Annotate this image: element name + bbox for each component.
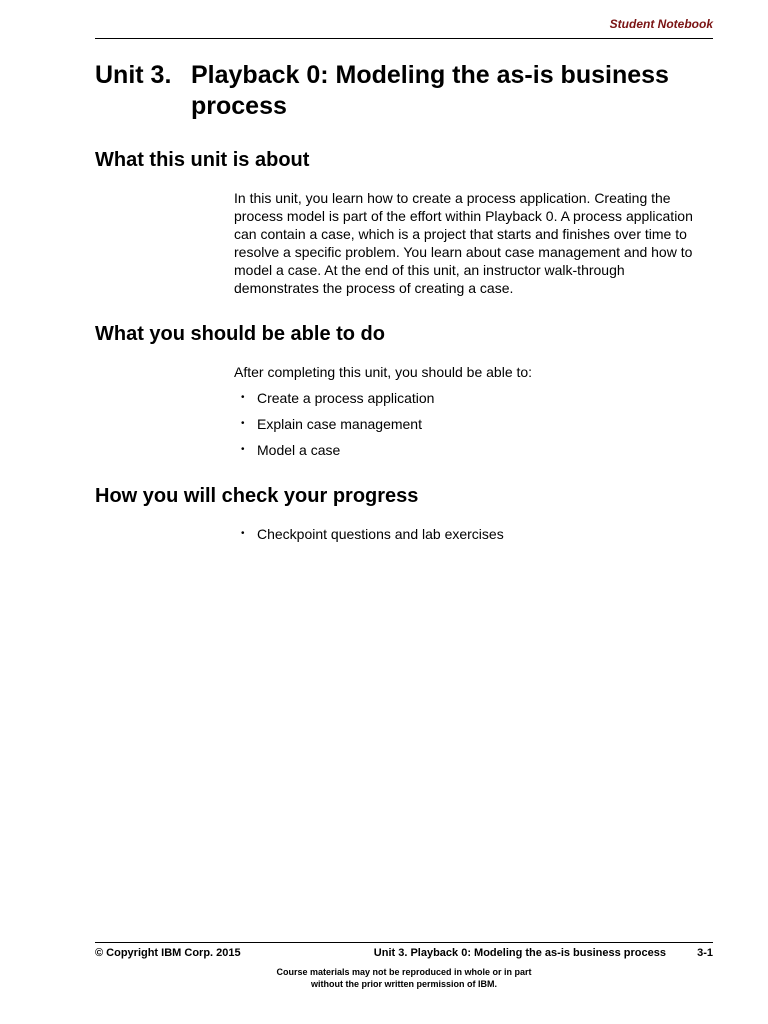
section-heading-about: What this unit is about: [95, 149, 310, 171]
list-item: [234, 441, 709, 459]
list-item: [234, 389, 709, 407]
section-heading-objectives: What you should be able to do: [95, 323, 385, 345]
footer-notice-line: Course materials may not be reproduced in whole or in part: [276, 967, 532, 977]
footer-rule: [95, 942, 713, 943]
bullet-icon: •: [241, 392, 245, 403]
footer-page-number: 3-1: [697, 947, 713, 959]
unit-number: Unit 3.: [95, 61, 172, 89]
objectives-intro: After completing this unit, you should be able to:: [234, 364, 533, 380]
list-item: [234, 415, 709, 433]
list-item: [234, 525, 709, 543]
about-paragraph: In this unit, you learn how to create a process application. Creating the process model is part of the effort within Playback 0. A process application can contain a case, which is a project that starts and finishes over time to resolve a specific problem. You learn about case management and how to model a case. At the end of this unit, an instructor walk-through demonstrates the process of creating a case.: [234, 190, 693, 296]
list-item-text: Explain case management: [257, 416, 422, 432]
footer-unit-title: Unit 3. Playback 0: Modeling the as-is business process: [373, 947, 666, 959]
list-item-text: Checkpoint questions and lab exercises: [257, 526, 504, 542]
bullet-icon: •: [241, 528, 245, 539]
progress-list: [234, 525, 709, 551]
unit-name: Playback 0: Modeling the as-is business process: [191, 61, 669, 120]
footer-copyright: © Copyright IBM Corp. 2015: [95, 947, 241, 959]
objectives-list: [234, 389, 709, 467]
list-item-text: Model a case: [257, 442, 341, 458]
footer-notice: [95, 966, 713, 990]
section-heading-progress: How you will check your progress: [95, 485, 419, 507]
list-item-text: Create a process application: [257, 390, 435, 406]
bullet-icon: •: [241, 418, 245, 429]
header-label: Student Notebook: [609, 17, 713, 31]
bullet-icon: •: [241, 444, 245, 455]
footer-notice-line: without the prior written permission of IBM.: [311, 979, 497, 989]
header-rule: [95, 38, 713, 39]
